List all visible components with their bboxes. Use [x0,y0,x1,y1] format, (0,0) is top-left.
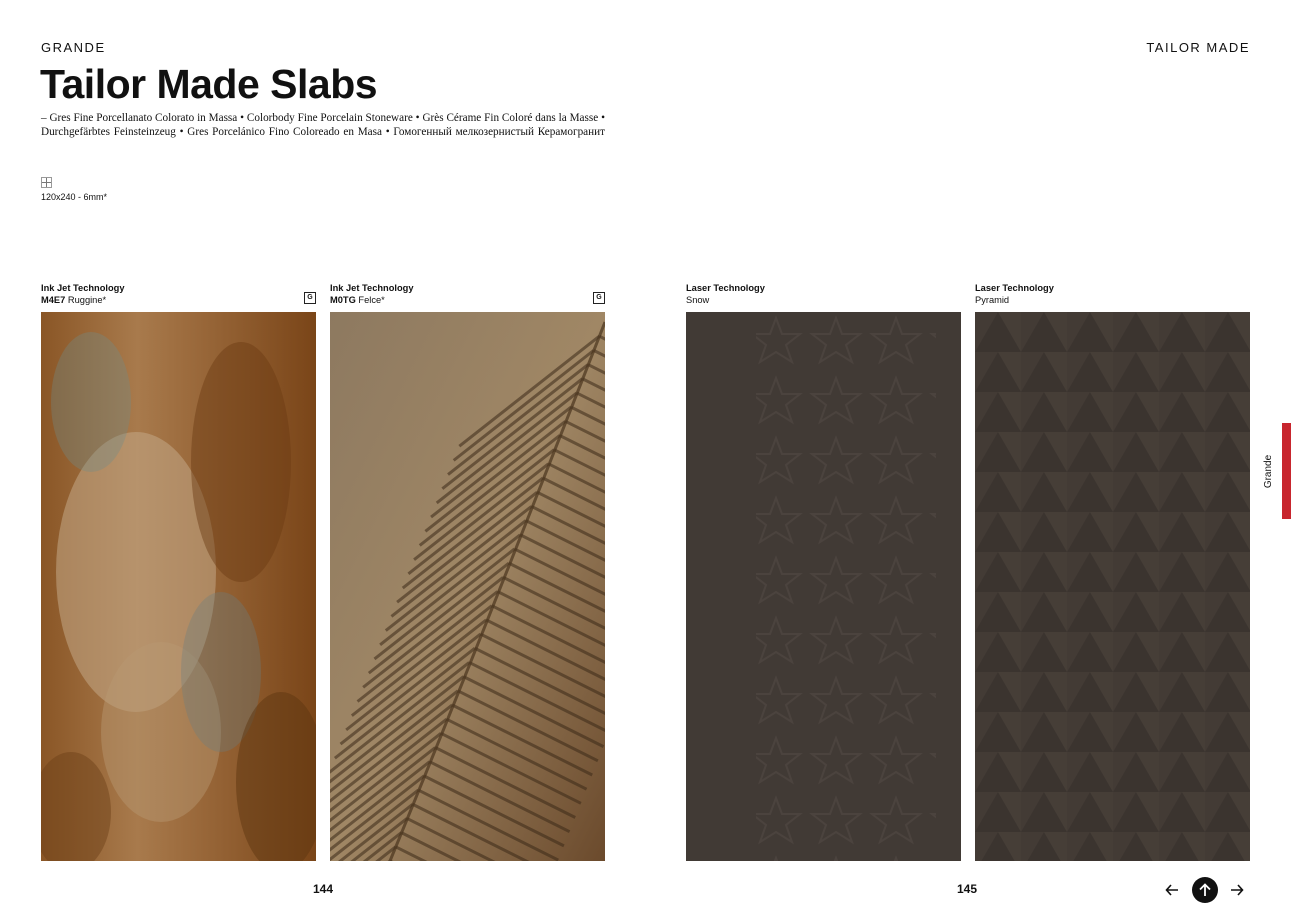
section-tab[interactable] [1282,423,1291,519]
side-tab-label[interactable]: Grande [1263,454,1275,488]
slab-technology: Laser Technology [975,283,1054,293]
scroll-top-button[interactable] [1192,877,1218,903]
slab-caption-felce [330,283,414,306]
slab-image-ruggine [41,312,316,861]
slab-name: Ruggine* [67,294,107,305]
page-number-left: 144 [313,882,334,896]
format-size: 120x240 - 6mm* [41,192,108,202]
slab-caption-snow [686,283,765,306]
slab-name: Pyramid [975,294,1010,305]
collection-label: TAILOR MADE [1146,40,1250,55]
format-icon [41,177,52,188]
next-page-button[interactable] [1225,878,1249,902]
arrow-right-icon [1230,883,1244,897]
slab-technology: Ink Jet Technology [41,283,125,293]
page-title: Tailor Made Slabs [40,61,378,107]
slab-technology: Ink Jet Technology [330,283,414,293]
slab-caption-pyramid [975,283,1054,306]
slab-name: Felce* [358,294,385,305]
slab-image-pyramid [975,312,1250,861]
material-description: – Gres Fine Porcellanato Colorato in Massa • Colorbody Fine Porcelain Stoneware • Grès Cérame Fin Coloré dans la Masse • Durchgefärbtes Feinsteinzeug • Gres Porcelánico Fino Coloreado en Masa • Гомогенный мелкозернистый Керамогранит [41,112,605,138]
slab-code: M0TG [330,294,356,305]
section-label: GRANDE [41,40,106,55]
g-badge-icon: G [304,292,316,304]
page-number-right: 145 [957,882,978,896]
prev-page-button[interactable] [1160,878,1184,902]
slab-image-felce [330,312,605,861]
g-badge-icon: G [593,292,605,304]
slab-technology: Laser Technology [686,283,765,293]
slab-code: M4E7 [41,294,66,305]
slab-name: Snow [686,294,710,305]
slab-image-snow [686,312,961,861]
arrow-up-icon [1198,883,1212,897]
arrow-left-icon [1165,883,1179,897]
slab-caption-ruggine [41,283,125,306]
